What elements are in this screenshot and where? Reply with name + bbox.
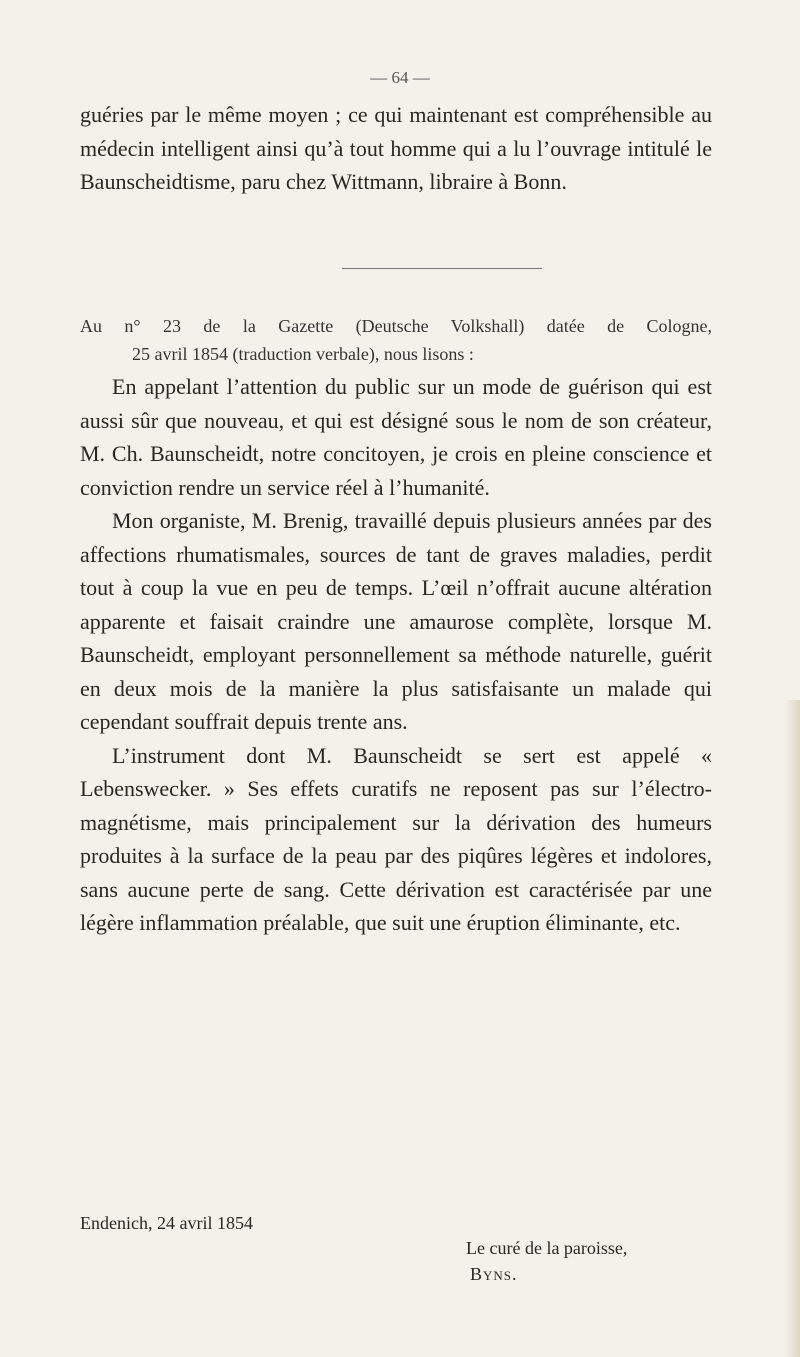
citation-intro (80, 312, 712, 368)
quote-paragraph: Mon organiste, M. Brenig, travaillé depuis plusieurs années par des affections rhumatismales, sources de tant de graves maladies, perdit tout à coup la vue en peu de temps. L’œil n’offrait aucune altération apparente et faisait craindre une amaurose complète, lorsque M. Baunscheidt, employant personnellement sa méthode naturelle, guérit en deux mois de la manière la plus satisfaisante un malade qui cependant souffrait depuis trente ans. (80, 508, 712, 734)
signature-title: Le curé de la paroisse, (466, 1238, 628, 1258)
quote-paragraph: L’instrument dont M. Baunscheidt se sert est appelé « Lebenswecker. » Ses effets curatifs ne reposent pas sur l’électro-magnétisme, mais principalement sur la dérivation des humeurs produites à la surface de la peau par des piqûres légères et indolores, sans aucune perte de sang. Cette dérivation est caractérisée par une légère inflammation préalable, que suit une éruption éliminante, etc. (80, 742, 712, 935)
citation-intro-line-1: Au n° 23 de la Gazette (Deutsche Volkshall) datée de Cologne, (80, 316, 712, 336)
quote-paragraph: En appelant l’attention du public sur un mode de guérison qui est aussi sûr que nouveau, et qui est désigné sous le nom de son créateur, M. Ch. Baunscheidt, notre concitoyen, je crois en pleine conscience et conviction rendre un service réel à l’humanité. (80, 374, 712, 500)
signature-block (466, 1235, 627, 1287)
section-divider (342, 268, 542, 269)
opening-paragraph: guéries par le même moyen ; ce qui maintenant est compréhensible au médecin intelligent ainsi qu’à tout homme qui a lu l’ouvrage intitulé le Baunscheidtisme, paru chez Wittmann, libraire à Bonn. (80, 102, 712, 194)
quoted-letter (80, 370, 712, 940)
place-date: Endenich, 24 avril 1854 (80, 1213, 253, 1233)
paper-edge-stain (784, 700, 800, 1357)
signature-name: Byns. (470, 1264, 518, 1284)
page-number: — 64 — (370, 68, 430, 87)
citation-intro-line-2: 25 avril 1854 (traduction verbale), nous lisons : (132, 344, 474, 364)
